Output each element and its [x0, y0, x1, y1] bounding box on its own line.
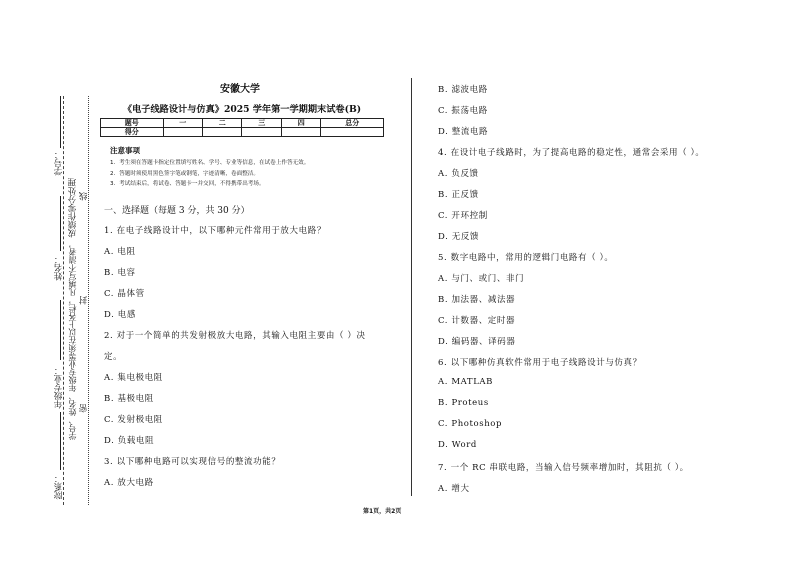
question-4: 4. 在设计电子线路时，为了提高电路的稳定性，通常会采用（ ）。	[438, 148, 705, 158]
option: A. 与门、或门、非门	[438, 274, 525, 284]
binding-mark-secret: 密	[79, 404, 89, 413]
option: D. 电感	[104, 310, 136, 320]
column-divider	[411, 78, 412, 496]
option: C. 振荡电路	[438, 106, 488, 116]
option: D. 无反馈	[438, 232, 480, 242]
option: A. 放大电路	[104, 478, 154, 488]
score-cell	[321, 128, 384, 137]
option: C. 计数器、定时器	[438, 316, 516, 326]
option: B. 加法器、减法器	[438, 295, 516, 305]
score-cell	[203, 128, 242, 137]
score-table-header-row	[101, 119, 384, 128]
page-number: 第1页，共2页	[363, 508, 402, 515]
college-label: 院系：	[54, 474, 64, 500]
name-line	[60, 196, 61, 251]
section-title: 一、选择题（每题 3 分，共 30 分）	[104, 206, 250, 216]
option: A. 电阻	[104, 247, 136, 257]
question-1: 1. 在电子线路设计中，以下哪种元件常用于放大电路？	[104, 226, 326, 236]
binding-mark-seal: 封	[79, 296, 89, 305]
score-cell: 四	[281, 119, 320, 128]
question-2-cont: 定。	[104, 352, 123, 362]
score-cell	[163, 128, 202, 137]
question-5: 5. 数字电路中，常用的逻辑门电路有（ ）。	[438, 253, 614, 263]
option: A. 负反馈	[438, 169, 479, 179]
notes-title: 注意事项	[110, 146, 140, 155]
exam-title: 《电子线路设计与仿真》2025 学年第一学期期末试卷(B)	[122, 104, 362, 115]
option: B. 电容	[104, 268, 136, 278]
score-table-score-row	[101, 128, 384, 137]
notes-item: 3．考试结束后，将试卷、答题卡一并交回，不得携带出考场。	[110, 181, 265, 187]
question-6: 6. 以下哪种仿真软件常用于电子线路设计与仿真？	[438, 358, 642, 368]
option: D. 负载电阻	[104, 436, 155, 446]
notes-item: 2．答题时须使用黑色签字笔或钢笔，字迹清晰，卷面整洁。	[110, 170, 259, 177]
option: D. 编码器、译码器	[438, 337, 516, 347]
score-cell: 总分	[321, 119, 384, 128]
option: D. Word	[438, 440, 477, 450]
binding-mark-line: 线	[79, 192, 89, 201]
option: C. 晶体管	[104, 289, 145, 299]
question-7: 7. 一个 RC 串联电路，当输入信号频率增加时，其阻抗（ ）。	[438, 463, 689, 473]
score-table	[100, 118, 384, 137]
option: C. Photoshop	[438, 419, 503, 429]
score-cell: 二	[203, 119, 242, 128]
option: B. Proteus	[438, 398, 489, 408]
option: C. 开环控制	[438, 211, 488, 221]
student-id-line	[60, 96, 61, 148]
binding-warning-2: 学号、姓名、年级专业等须在以上各栏，凡填写不清者，	[68, 240, 77, 440]
major-line	[60, 300, 61, 360]
option: A. MATLAB	[438, 377, 494, 387]
name-label: 姓名：	[54, 255, 64, 281]
student-id-label: 学号：	[54, 150, 64, 176]
score-cell: 一	[163, 119, 202, 128]
score-cell	[281, 128, 320, 137]
school-name: 安徽大学	[220, 84, 260, 95]
exam-notes	[110, 145, 400, 190]
notes-item: 1．考生须在答题卡指定位置填写姓名、学号、专业等信息，在试卷上作答无效。	[110, 160, 310, 166]
option: B. 滤波电路	[438, 85, 488, 95]
binding-warning-1: 成绩作零分处理	[68, 178, 78, 238]
college-line	[60, 412, 61, 470]
major-label: 年级专业：	[54, 366, 64, 409]
option: B. 正反馈	[438, 190, 479, 200]
score-cell: 三	[242, 119, 281, 128]
question-3: 3. 以下哪种电路可以实现信号的整流功能？	[104, 457, 281, 467]
score-cell	[242, 128, 281, 137]
option: A. 集电极电阻	[104, 373, 163, 383]
score-cell: 得分	[101, 128, 164, 137]
question-2: 2. 对于一个简单的共发射极放大电路，其输入电阻主要由（ ）决	[104, 331, 366, 341]
score-cell: 题号	[101, 119, 164, 128]
option: A. 增大	[438, 484, 470, 494]
option: C. 发射极电阻	[104, 415, 163, 425]
option: D. 整流电路	[438, 127, 489, 137]
option: B. 基极电阻	[104, 394, 154, 404]
